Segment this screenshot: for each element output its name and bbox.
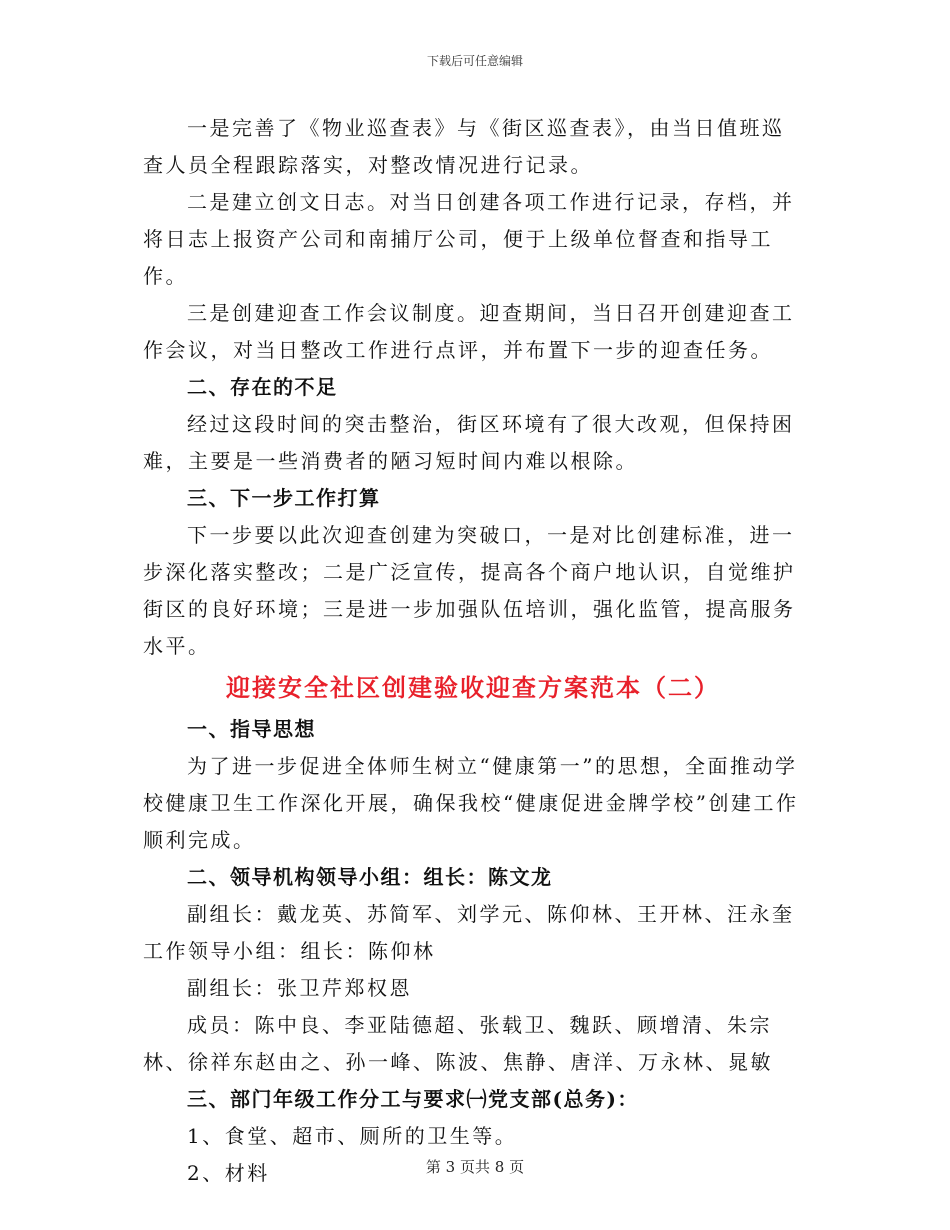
paragraph: 副组长：张卫芹郑权恩 [187, 976, 412, 1000]
paragraph: 2、材料 [187, 1161, 270, 1185]
section-heading: 一、指导思想 [187, 717, 316, 741]
paragraph: 成员：陈中良、李亚陆德超、张载卫、魏跃、顾增清、朱宗林、徐祥东赵由之、孙一峰、陈波、焦静、唐洋、万永林、晁敏 [143, 1013, 773, 1074]
page-number: 第 3 页共 8 页 [425, 1158, 525, 1176]
paragraph: 为了进一步促进全体师生树立“健康第一”的思想，全面推动学校健康卫生工作深化开展，确保我校“健康促进金牌学校”创建工作顺利完成。 [143, 754, 799, 852]
section-heading: 三、下一步工作打算 [187, 486, 381, 510]
page-header: 下载后可任意编辑 [426, 54, 523, 68]
paragraph: 1、食堂、超市、厕所的卫生等。 [187, 1124, 518, 1148]
paragraph: 副组长：戴龙英、苏简军、刘学元、陈仰林、王开林、汪永奎工作领导小组：组长：陈仰林 [143, 902, 795, 963]
document-body [143, 110, 803, 1192]
paragraph: 下一步要以此次迎查创建为突破口，一是对比创建标准，进一步深化落实整改；二是广泛宣传，提高各个商户地认识，自觉维护街区的良好环境；三是进一步加强队伍培训，强化监管，提高服务水平。 [143, 523, 796, 658]
section-heading: 三、部门年级工作分工与要求㈠党支部(总务)： [187, 1087, 639, 1111]
document-title: 迎接安全社区创建验收迎查方案范本（二） [226, 673, 720, 702]
paragraph: 三是创建迎查工作会议制度。迎查期间，当日召开创建迎查工作会议，对当日整改工作进行点评，并布置下一步的迎查任务。 [143, 301, 795, 362]
paragraph: 经过这段时间的突击整治，街区环境有了很大改观，但保持困难，主要是一些消费者的陋习短时间内难以根除。 [143, 412, 795, 473]
section-heading: 二、领导机构领导小组：组长：陈文龙 [187, 865, 553, 889]
paragraph: 一是完善了《物业巡查表》与《街区巡查表》，由当日值班巡查人员全程跟踪落实，对整改情况进行记录。 [143, 116, 785, 177]
paragraph: 二是建立创文日志。对当日创建各项工作进行记录，存档，并将日志上报资产公司和南捕厅公司，便于上级单位督查和指导工作。 [143, 190, 795, 288]
section-heading: 二、存在的不足 [187, 375, 338, 399]
